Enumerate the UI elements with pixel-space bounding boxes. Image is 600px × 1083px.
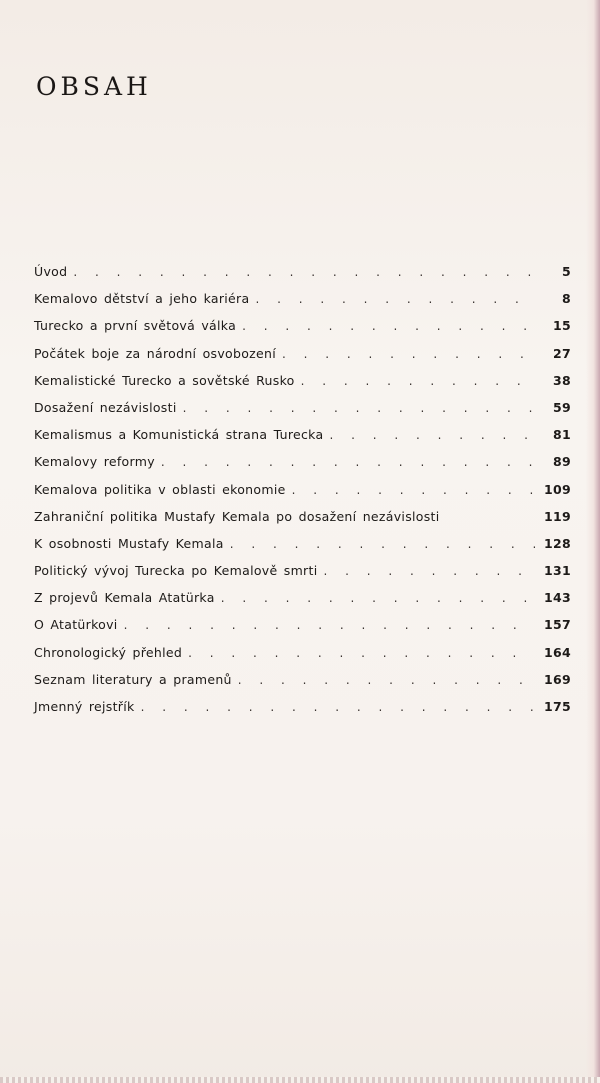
toc-entry-page: 143: [544, 590, 571, 606]
toc-entry-page: 128: [544, 535, 571, 551]
page-bottom-edge: [0, 1077, 600, 1083]
toc-entry-page: 164: [544, 644, 571, 660]
dot-leader: [282, 347, 535, 361]
toc-entry-title: Úvod: [34, 264, 68, 279]
toc-entry-title: Z projevů Kemala Atatürka: [34, 590, 215, 606]
dot-leader: [242, 319, 535, 333]
toc-entry-title: O Atatürkovi: [34, 617, 118, 633]
toc-entry-page: 119: [544, 508, 571, 524]
toc-entry[interactable]: [34, 509, 571, 536]
toc-entry-page: 38: [553, 372, 571, 388]
toc-entry[interactable]: [34, 373, 571, 400]
toc-entry[interactable]: [34, 454, 571, 481]
toc-entry[interactable]: [34, 536, 571, 563]
page-edge-shadow: [586, 0, 600, 1083]
toc-entry-title: Kemalova politika v oblasti ekonomie: [34, 481, 286, 497]
dot-leader: [73, 265, 535, 279]
toc-entry[interactable]: [34, 318, 571, 345]
toc-entry[interactable]: [34, 699, 571, 726]
dot-leader: [188, 646, 535, 660]
dot-leader: [301, 374, 535, 388]
toc-entry[interactable]: [34, 400, 571, 427]
toc-entry-title: Kemalovy reformy: [34, 454, 155, 470]
toc-entry-title: Kemalovo dětství a jeho kariéra: [34, 291, 250, 307]
toc-entry-page: 27: [553, 345, 571, 361]
toc-entry-title: Turecko a první světová válka: [34, 318, 237, 334]
toc-entry-page: 59: [553, 399, 571, 415]
toc-entry[interactable]: [34, 291, 571, 318]
page-title: OBSAH: [36, 72, 152, 101]
toc-entry-title: Kemalismus a Komunistická strana Turecka: [34, 427, 324, 443]
toc-entry[interactable]: [34, 617, 571, 644]
dot-leader: [292, 483, 535, 497]
toc-entry-page: 8: [562, 291, 571, 307]
toc-entry-page: 131: [544, 563, 571, 579]
toc-entry-page: 15: [553, 318, 571, 334]
toc-entry-title: Zahraniční politika Mustafy Kemala po dosažení nezávislosti: [34, 508, 440, 524]
dot-leader: [124, 618, 535, 632]
toc-entry[interactable]: [34, 264, 571, 291]
dot-leader: [141, 700, 535, 714]
toc-entry-title: Seznam literatury a pramenů: [34, 671, 232, 687]
toc-entry-page: 89: [553, 454, 571, 470]
table-of-contents: [34, 264, 571, 726]
dot-leader: [238, 673, 535, 687]
toc-entry-title: K osobnosti Mustafy Kemala: [34, 535, 224, 551]
toc-entry-page: 169: [544, 671, 571, 687]
toc-entry-title: Kemalistické Turecko a sovětské Rusko: [34, 372, 295, 388]
dot-leader: [183, 401, 535, 415]
toc-entry[interactable]: [34, 482, 571, 509]
dot-leader: [161, 455, 535, 469]
toc-entry[interactable]: [34, 645, 571, 672]
dot-leader: [329, 428, 535, 442]
toc-entry-page: 157: [544, 617, 571, 633]
toc-entry-page: 81: [553, 427, 571, 443]
toc-entry[interactable]: [34, 672, 571, 699]
dot-leader: [230, 537, 535, 551]
dot-leader: [221, 591, 535, 605]
toc-entry-title: Politický vývoj Turecka po Kemalově smrti: [34, 563, 318, 579]
dot-leader: [255, 292, 535, 306]
toc-entry-title: Jmenný rejstřík: [34, 699, 135, 714]
toc-entry-title: Chronologický přehled: [34, 644, 183, 660]
toc-entry[interactable]: [34, 590, 571, 617]
toc-entry[interactable]: [34, 346, 571, 373]
toc-entry-page: 175: [544, 699, 571, 714]
toc-entry[interactable]: [34, 427, 571, 454]
toc-entry[interactable]: [34, 563, 571, 590]
toc-entry-page: 5: [562, 264, 571, 279]
toc-entry-title: Dosažení nezávislosti: [34, 399, 177, 415]
toc-entry-title: Počátek boje za národní osvobození: [34, 345, 277, 361]
dot-leader: [323, 564, 535, 578]
toc-entry-page: 109: [544, 481, 571, 497]
